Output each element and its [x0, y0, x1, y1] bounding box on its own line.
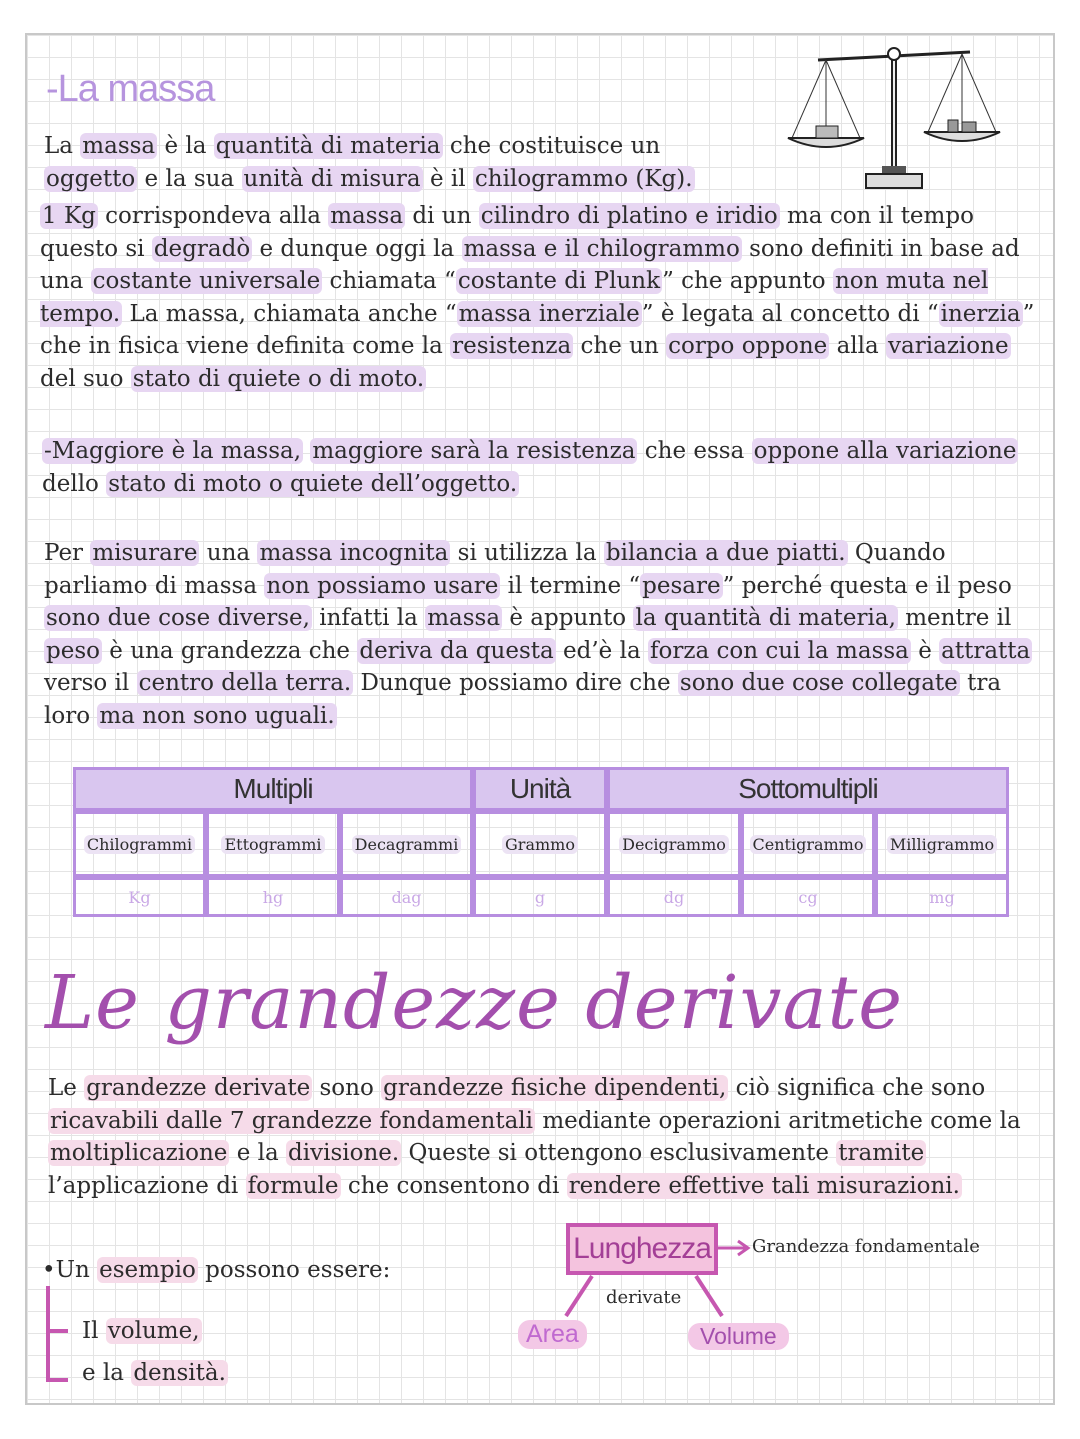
table-cell-name: Decagrammi — [340, 811, 473, 877]
text-run: chiamata “ — [322, 268, 456, 294]
highlighted-text: non muta nel tempo. — [40, 268, 989, 327]
text-run: che essa — [637, 438, 752, 464]
highlighted-text: attratta — [941, 637, 1031, 664]
derived-quantities-paragraph — [48, 1072, 1048, 1202]
text-run: La massa, chiamata anche “ — [122, 300, 457, 327]
text-run: di un — [405, 203, 479, 229]
highlighted-text: non possiamo usare — [266, 572, 499, 599]
highlighted-text: misurare — [92, 540, 198, 566]
arrow-right-icon — [716, 1238, 752, 1258]
highlighted-text: quantità di materia — [215, 133, 441, 159]
highlighted-text: costante di Plunk — [457, 268, 661, 294]
text-run: ” perché questa e il peso — [722, 572, 1012, 599]
highlighted-text: deriva da questa — [359, 637, 554, 664]
highlighted-text: massa e il chilogrammo — [463, 235, 740, 262]
text-run: del suo — [40, 365, 131, 392]
highlighted-text: oppone alla variazione — [753, 438, 1017, 464]
text-run: sono — [312, 1075, 382, 1101]
text-run: mediante operazioni aritmetiche come la — [535, 1107, 1021, 1134]
resistance-paragraph — [42, 435, 1042, 500]
section-title-massa: -La massa — [46, 68, 215, 110]
text-run: e la — [229, 1140, 287, 1166]
table-cell-symbol: hg — [206, 877, 340, 917]
highlighted-text: moltiplicazione — [50, 1140, 228, 1166]
highlighted-text: volume, — [107, 1318, 200, 1344]
list-item-density — [82, 1360, 228, 1386]
text-run: corrispondeva alla — [97, 203, 329, 229]
text-run: alla — [829, 333, 887, 359]
table-cell-symbol: dg — [607, 877, 741, 917]
table-cell-symbol: cg — [741, 877, 875, 917]
highlighted-text: densità. — [133, 1360, 226, 1386]
text-run: che consentono di — [340, 1172, 567, 1199]
text-run: possono essere: — [197, 1257, 391, 1283]
list-bracket — [44, 1286, 74, 1386]
text-run: e la — [82, 1360, 132, 1386]
table-cell-symbol: dag — [340, 877, 473, 917]
highlighted-text: chilogrammo (Kg). — [474, 165, 693, 192]
text-run: è una grandezza che — [102, 637, 358, 664]
list-item-volume — [82, 1318, 202, 1344]
table-cell-symbol: Kg — [73, 877, 206, 917]
table-header-multipli: Multipli — [73, 767, 473, 811]
highlighted-text: massa — [427, 605, 501, 631]
text-run: tra loro — [44, 670, 1002, 729]
highlighted-text: inerzia — [940, 300, 1021, 327]
text-run: e la sua — [137, 165, 242, 192]
text-run: Il — [82, 1318, 106, 1344]
text-run: ciò significa che sono — [728, 1075, 986, 1101]
derived-label: derivate — [606, 1287, 682, 1308]
text-run: ” che in fisica viene definita come la — [40, 300, 1035, 359]
highlighted-text: stato di moto o quiete dell’oggetto. — [108, 470, 518, 497]
table-cell-name: Chilogrammi — [73, 811, 206, 877]
highlighted-text: rendere effettive tali misurazioni. — [568, 1172, 960, 1199]
text-run: verso il — [44, 670, 137, 696]
volume-label: Volume — [688, 1323, 789, 1350]
highlighted-text: tramite — [838, 1140, 925, 1166]
text-run: •Un — [42, 1257, 98, 1283]
highlighted-text: costante universale — [92, 268, 321, 294]
highlighted-text: grandezze fisiche dipendenti, — [383, 1075, 727, 1101]
highlighted-text: massa — [330, 203, 404, 229]
text-run: è il — [422, 165, 473, 192]
text-run: che costituisce un — [442, 133, 661, 159]
highlighted-text: unità di misura — [243, 165, 421, 192]
kg-history-paragraph — [40, 200, 1050, 395]
text-run: una — [199, 540, 258, 566]
highlighted-text: oggetto — [46, 165, 136, 192]
highlighted-text: degradò — [153, 235, 251, 262]
highlighted-text: maggiore sarà la resistenza — [312, 438, 636, 464]
text-run: che un — [573, 333, 667, 359]
highlighted-text: la quantità di materia, — [635, 605, 896, 631]
highlighted-text: esempio — [99, 1257, 196, 1283]
text-run: il termine “ — [500, 572, 641, 599]
highlighted-text: ma non sono uguali. — [99, 702, 335, 729]
highlighted-text: centro della terra. — [138, 670, 352, 696]
text-run: Quando parliamo di massa — [44, 540, 946, 599]
text-run: è — [910, 637, 940, 664]
text-run: La — [44, 133, 81, 159]
highlighted-text: cilindro di platino e iridio — [480, 203, 778, 229]
highlighted-text: peso — [46, 637, 100, 664]
highlighted-text: sono due cose collegate — [679, 670, 958, 696]
text-run: mentre il — [897, 605, 1012, 631]
lunghezza-box: Lunghezza — [566, 1223, 718, 1275]
text-run: Dunque possiamo dire che — [353, 670, 678, 696]
highlighted-text: bilancia a due piatti. — [605, 540, 846, 566]
text-run: ” che appunto — [662, 268, 833, 294]
highlighted-text: massa incognita — [259, 540, 449, 566]
table-cell-name: Centigrammo — [741, 811, 875, 877]
highlighted-text: divisione. — [288, 1140, 400, 1166]
highlighted-text: massa — [82, 133, 156, 159]
highlighted-text: pesare — [642, 572, 721, 599]
text-run: ” è legata al concetto di “ — [641, 300, 939, 327]
example-intro — [42, 1257, 390, 1283]
area-label: Area — [518, 1320, 587, 1349]
text-run: Per — [44, 540, 91, 566]
highlighted-text: variazione — [888, 333, 1009, 359]
fundamental-label: Grandezza fondamentale — [752, 1236, 980, 1257]
text-run: dello — [42, 470, 107, 497]
text-run: è appunto — [502, 605, 634, 631]
table-header-unita: Unità — [473, 767, 607, 811]
highlighted-text: resistenza — [452, 333, 572, 359]
mass-definition-paragraph — [44, 130, 744, 195]
mass-units-table — [73, 767, 1009, 917]
text-run: Le — [48, 1075, 85, 1101]
balance-scale-image — [782, 38, 1014, 196]
highlighted-text: grandezze derivate — [86, 1075, 311, 1101]
highlighted-text: -Maggiore è la massa, — [44, 438, 302, 464]
text-run: è la — [157, 133, 214, 159]
table-cell-symbol: g — [473, 877, 607, 917]
highlighted-text: sono due cose diverse, — [46, 605, 310, 631]
section-title-grandezze-derivate: Le grandezze derivate — [45, 960, 904, 1046]
highlighted-text: ricavabili dalle 7 grandezze fondamentali — [50, 1107, 534, 1134]
text-run: e dunque oggi la — [252, 235, 462, 262]
text-run: si utilizza la — [450, 540, 604, 566]
text-run: Queste si ottengono esclusivamente — [401, 1140, 837, 1166]
table-cell-name: Milligrammo — [875, 811, 1009, 877]
table-cell-name: Decigrammo — [607, 811, 741, 877]
text-run: l’applicazione di — [48, 1172, 246, 1199]
table-cell-name: Grammo — [473, 811, 607, 877]
highlighted-text: massa inerziale — [458, 300, 640, 327]
highlighted-text: corpo oppone — [668, 333, 828, 359]
highlighted-text: formule — [247, 1172, 339, 1199]
highlighted-text: stato di quiete o di moto. — [132, 365, 425, 392]
text-run: ma con il tempo questo si — [40, 203, 974, 262]
table-cell-name: Ettogrammi — [206, 811, 340, 877]
text-run: infatti la — [311, 605, 426, 631]
table-header-sottomultipli: Sottomultipli — [607, 767, 1009, 811]
text-run: sono definiti in base ad una — [40, 235, 1020, 294]
text-run: ed’è la — [555, 637, 648, 664]
highlighted-text: 1 Kg — [42, 203, 96, 229]
measurement-paragraph — [44, 537, 1044, 732]
table-cell-symbol: mg — [875, 877, 1009, 917]
highlighted-text: forza con cui la massa — [649, 637, 909, 664]
